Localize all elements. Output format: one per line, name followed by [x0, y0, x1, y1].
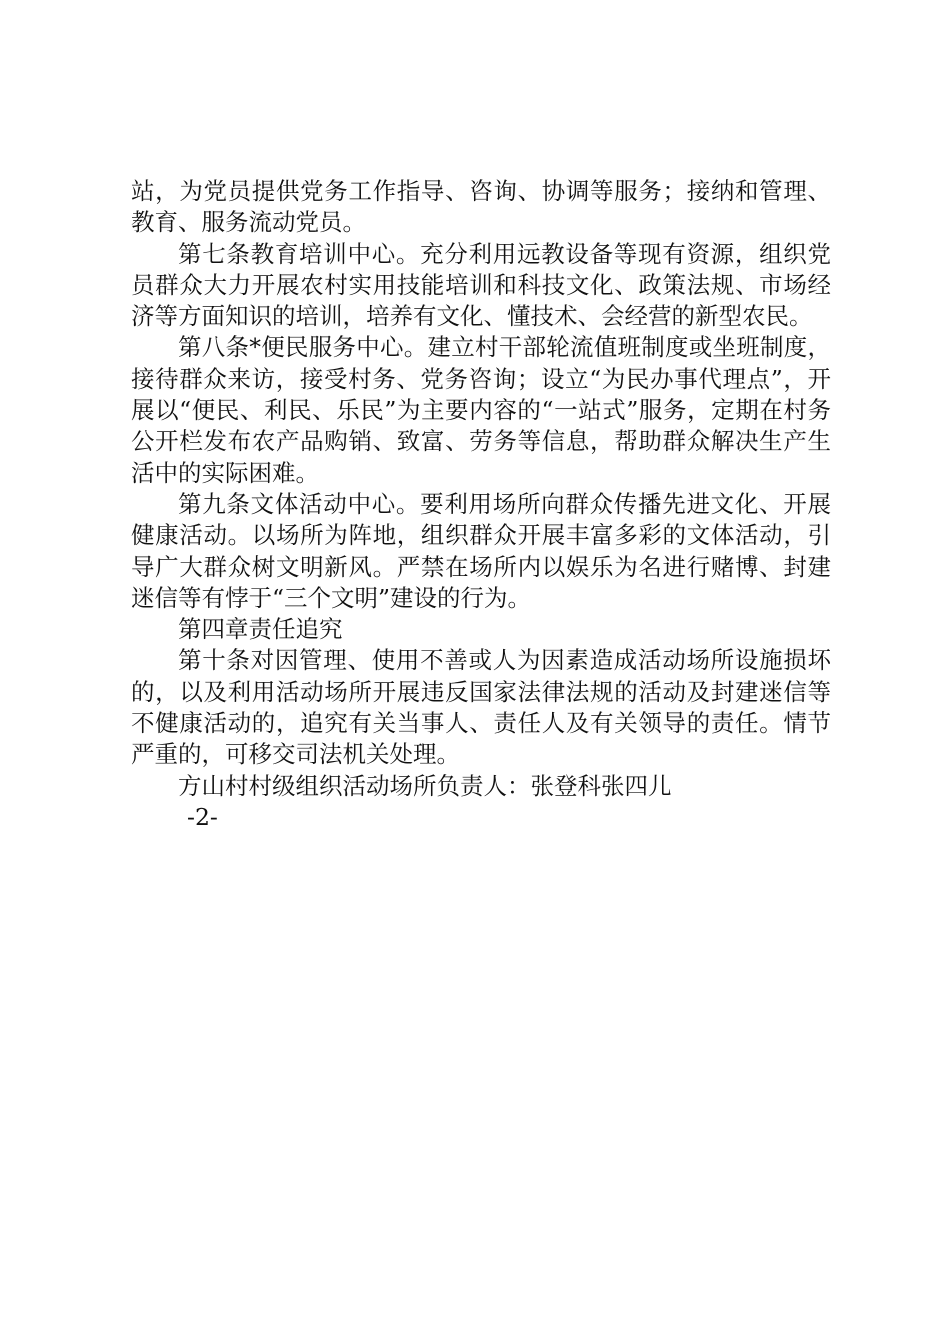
- document-body: [131, 176, 831, 833]
- signature-line: 方山村村级组织活动场所负责人：张登科张四儿: [178, 771, 672, 800]
- page-number: -2-: [187, 802, 218, 831]
- paragraph-article-ten: 第十条对因管理、使用不善或人为因素造成活动场所设施损坏的，以及利用活动场所开展违反国家法律法规的活动及封建迷信等不健康活动的，追究有关当事人、责任人及有关领导的责任。情节严重的，可移交司法机关处理。: [131, 646, 831, 769]
- paragraph-article-eight: 第八条*便民服务中心。建立村干部轮流值班制度或坐班制度，接待群众来访，接受村务、党务咨询；设立“为民办事代理点”，开展以“便民、利民、乐民”为主要内容的“一站式”服务，定期在村务公开栏发布农产品购销、致富、劳务等信息，帮助群众解决生产生活中的实际困难。: [131, 333, 831, 487]
- chapter-heading: 第四章责任追究: [178, 615, 343, 644]
- paragraph-article-six-continuation: 站，为党员提供党务工作指导、咨询、协调等服务；接纳和管理、教育、服务流动党员。: [131, 177, 831, 237]
- paragraph-article-seven: 第七条教育培训中心。充分利用远教设备等现有资源，组织党员群众大力开展农村实用技能培训和科技文化、政策法规、市场经济等方面知识的培训，培养有文化、懂技术、会经营的新型农民。: [131, 239, 831, 331]
- paragraph-article-nine: 第九条文体活动中心。要利用场所向群众传播先进文化、开展健康活动。以场所为阵地，组织群众开展丰富多彩的文体活动，引导广大群众树文明新风。严禁在场所内以娱乐为名进行赌博、封建迷信等有悖于“三个文明”建设的行为。: [131, 489, 831, 612]
